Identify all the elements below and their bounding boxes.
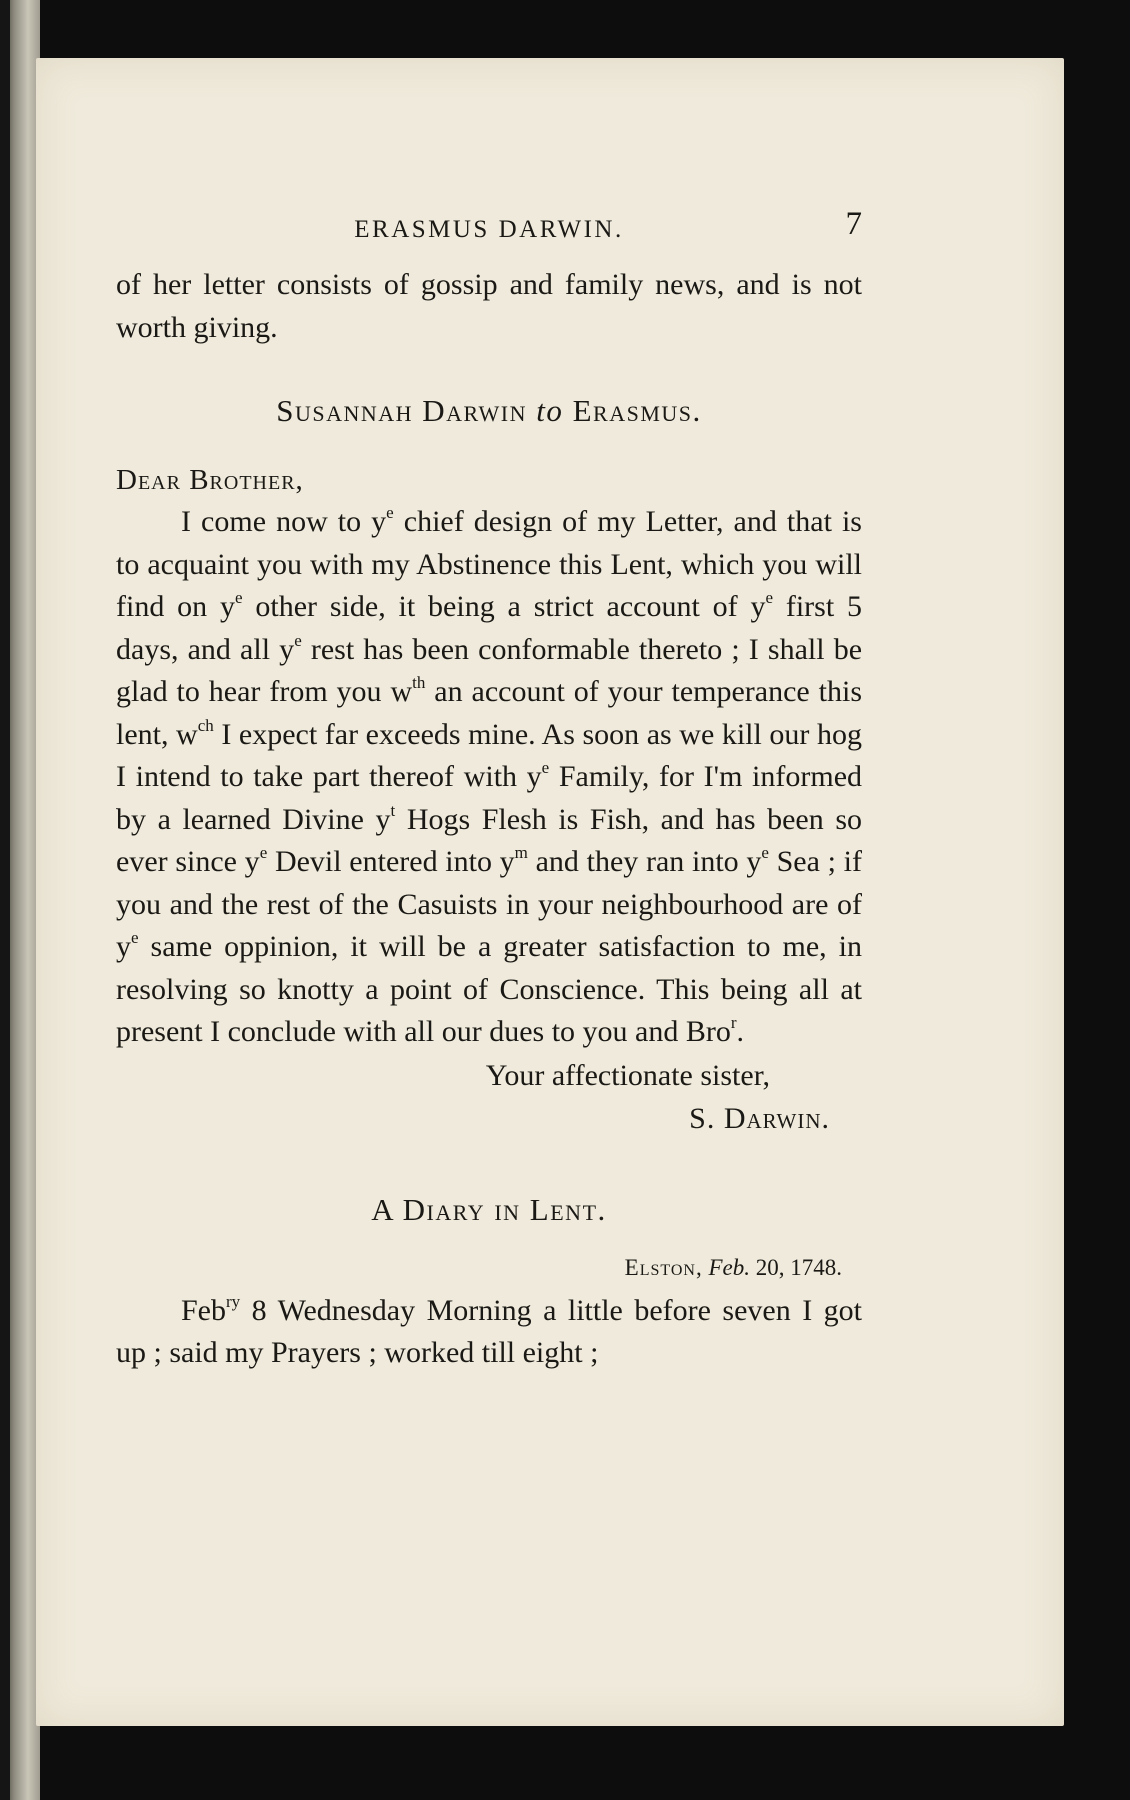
running-title: ERASMUS DARWIN. <box>354 216 624 243</box>
gutter-shadow <box>0 0 10 1800</box>
opening-paragraph: of her letter consists of gossip and family news, and is not worth giving. <box>116 268 862 344</box>
letter-heading-sender: Susannah Darwin <box>276 393 527 428</box>
letter-salutation: Dear Brother, <box>116 464 304 496</box>
letter-heading-recipient: Erasmus. <box>572 393 702 428</box>
letter-heading <box>116 393 862 429</box>
letter-heading-to: to <box>536 393 564 428</box>
page-content <box>116 208 862 1375</box>
diary-entry: Feb$^{ry}$ 8 Wednesday Morning a little before seven I got up ; said my Prayers ; worked till eight ; <box>116 1291 862 1369</box>
dateline-rest: 20, 1748. <box>755 1254 842 1280</box>
diary-heading: A Diary in Lent. <box>371 1191 607 1227</box>
book-page <box>36 58 1064 1726</box>
page-number: 7 <box>845 206 862 242</box>
dateline-month: Feb. <box>708 1254 750 1280</box>
letter-body: I come now to $y^e$ chief design of my Letter, and that is to acquaint you with my Abstinence this Lent, which you will find on $y^e$ other side, it being a strict account of $y^e$ first 5 days, and all $y^e$ rest has been conformable thereto ; I shall be glad to hear from you $w^{th}$ an account of your temperance this lent, $w^{ch}$ I expect far exceeds mine. As soon as we kill our hog I intend to take part thereof with $y^e$ Family, for I'm informed by a learned Divine $y^t$ Hogs Flesh is Fish, and has been so ever since $y^e$ Devil entered into $y^m$ and they ran into $y^e$ Sea ; if you and the rest of the Casuists in your neighbourhood are of $y^e$ same oppinion, it will be a greater satisfaction to me, in resolving so knotty a point of Conscience. This being all at present I conclude with all our dues to you and Bro$^r$. <box>116 503 863 1048</box>
dateline-place: Elston, <box>624 1254 703 1280</box>
diary-dateline <box>116 1250 862 1286</box>
running-head <box>116 208 862 252</box>
letter-signature: S. Darwin. <box>689 1101 830 1135</box>
letter-closing: Your affectionate sister, <box>485 1058 770 1092</box>
